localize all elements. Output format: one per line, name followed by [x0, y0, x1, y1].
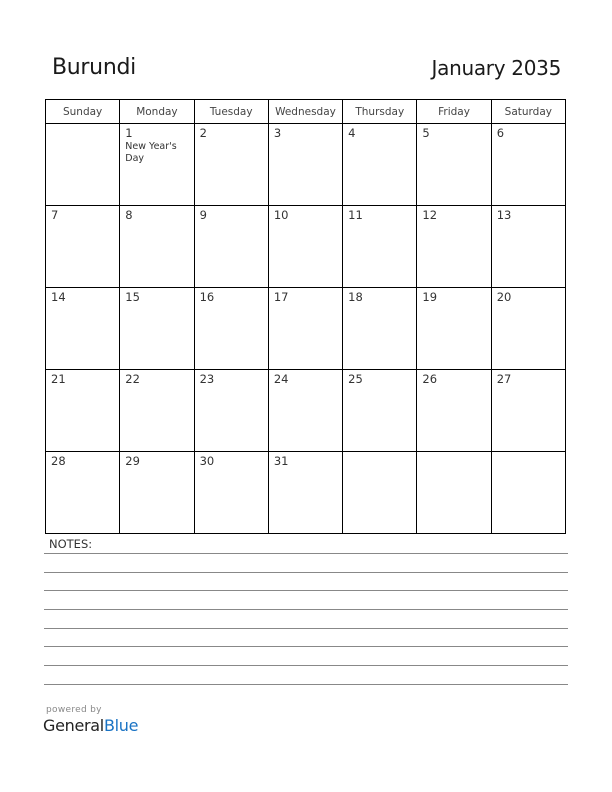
day-number: 16 — [199, 290, 215, 304]
week-row — [46, 452, 566, 534]
day-cell — [120, 452, 194, 534]
note-line — [44, 609, 568, 610]
weekday-saturday: Saturday — [491, 100, 565, 124]
day-number: 20 — [496, 290, 512, 304]
day-number: 8 — [125, 208, 133, 222]
day-number: 19 — [422, 290, 438, 304]
weekday-sunday: Sunday — [46, 100, 120, 124]
day-number: 4 — [348, 126, 356, 140]
day-number: 12 — [422, 208, 438, 222]
week-row — [46, 370, 566, 452]
week-row — [46, 288, 566, 370]
day-cell — [120, 370, 194, 452]
day-number: 7 — [51, 208, 59, 222]
day-cell — [46, 124, 120, 206]
calendar-grid — [45, 99, 566, 534]
day-number: 2 — [199, 126, 207, 140]
day-number: 10 — [273, 208, 289, 222]
day-number: 25 — [348, 372, 363, 386]
day-cell — [46, 370, 120, 452]
powered-by-text: powered by — [46, 705, 102, 715]
day-cell — [268, 370, 342, 452]
note-line — [44, 590, 568, 591]
day-number: 23 — [199, 372, 215, 386]
week-row — [46, 124, 566, 206]
weekday-wednesday: Wednesday — [268, 100, 342, 124]
notes-label: NOTES: — [49, 537, 93, 551]
note-line — [44, 572, 568, 573]
day-cell — [417, 288, 491, 370]
day-cell — [417, 370, 491, 452]
day-cell — [268, 206, 342, 288]
day-cell — [194, 452, 268, 534]
day-cell — [268, 124, 342, 206]
day-cell — [120, 288, 194, 370]
day-number: 11 — [348, 208, 363, 222]
week-row — [46, 206, 566, 288]
day-cell — [343, 452, 417, 534]
country-title: Burundi — [52, 55, 136, 80]
day-number: 3 — [273, 126, 282, 140]
weekday-monday: Monday — [120, 100, 194, 124]
day-number: 26 — [422, 372, 438, 386]
note-line — [44, 553, 568, 554]
day-cell — [343, 370, 417, 452]
day-cell — [491, 206, 565, 288]
weekday-tuesday: Tuesday — [194, 100, 268, 124]
month-year-title: January 2035 — [431, 56, 561, 80]
day-cell — [46, 452, 120, 534]
note-line — [44, 646, 568, 647]
note-line — [44, 684, 568, 685]
day-cell — [268, 452, 342, 534]
day-cell — [417, 452, 491, 534]
day-number: 17 — [273, 290, 289, 304]
note-line — [44, 628, 568, 629]
day-number: 1 — [125, 126, 133, 140]
day-cell — [194, 288, 268, 370]
day-number: 22 — [125, 372, 140, 386]
day-number: 5 — [422, 126, 430, 140]
note-line — [44, 665, 568, 666]
day-number: 6 — [496, 126, 505, 140]
day-cell — [343, 288, 417, 370]
day-cell — [194, 206, 268, 288]
day-number: 30 — [199, 454, 215, 468]
day-cell — [194, 370, 268, 452]
day-cell — [343, 206, 417, 288]
day-cell — [120, 206, 194, 288]
day-number: 24 — [273, 372, 289, 386]
weekday-header-row — [46, 100, 566, 124]
weekday-thursday: Thursday — [343, 100, 417, 124]
brand-blue: Blue — [103, 716, 139, 735]
day-cell — [46, 206, 120, 288]
brand-general: General — [43, 716, 104, 735]
day-number: 31 — [273, 454, 289, 468]
day-number: 18 — [348, 290, 363, 304]
day-cell — [491, 370, 565, 452]
day-cell — [343, 124, 417, 206]
day-number: 28 — [51, 454, 66, 468]
generalblue-logo — [43, 716, 138, 735]
day-cell — [491, 452, 565, 534]
day-number: 27 — [496, 372, 512, 386]
day-cell — [268, 288, 342, 370]
day-number: 14 — [51, 290, 66, 304]
day-cell — [491, 288, 565, 370]
day-cell — [491, 124, 565, 206]
day-cell — [417, 206, 491, 288]
day-cell — [46, 288, 120, 370]
day-number: 15 — [125, 290, 140, 304]
day-cell — [194, 124, 268, 206]
day-cell — [120, 124, 194, 206]
day-cell — [417, 124, 491, 206]
day-number: 9 — [199, 208, 207, 222]
holiday-label: New Year's Day — [125, 141, 177, 164]
day-number: 13 — [496, 208, 512, 222]
weekday-friday: Friday — [417, 100, 491, 124]
day-number: 29 — [125, 454, 140, 468]
day-number: 21 — [51, 372, 66, 386]
